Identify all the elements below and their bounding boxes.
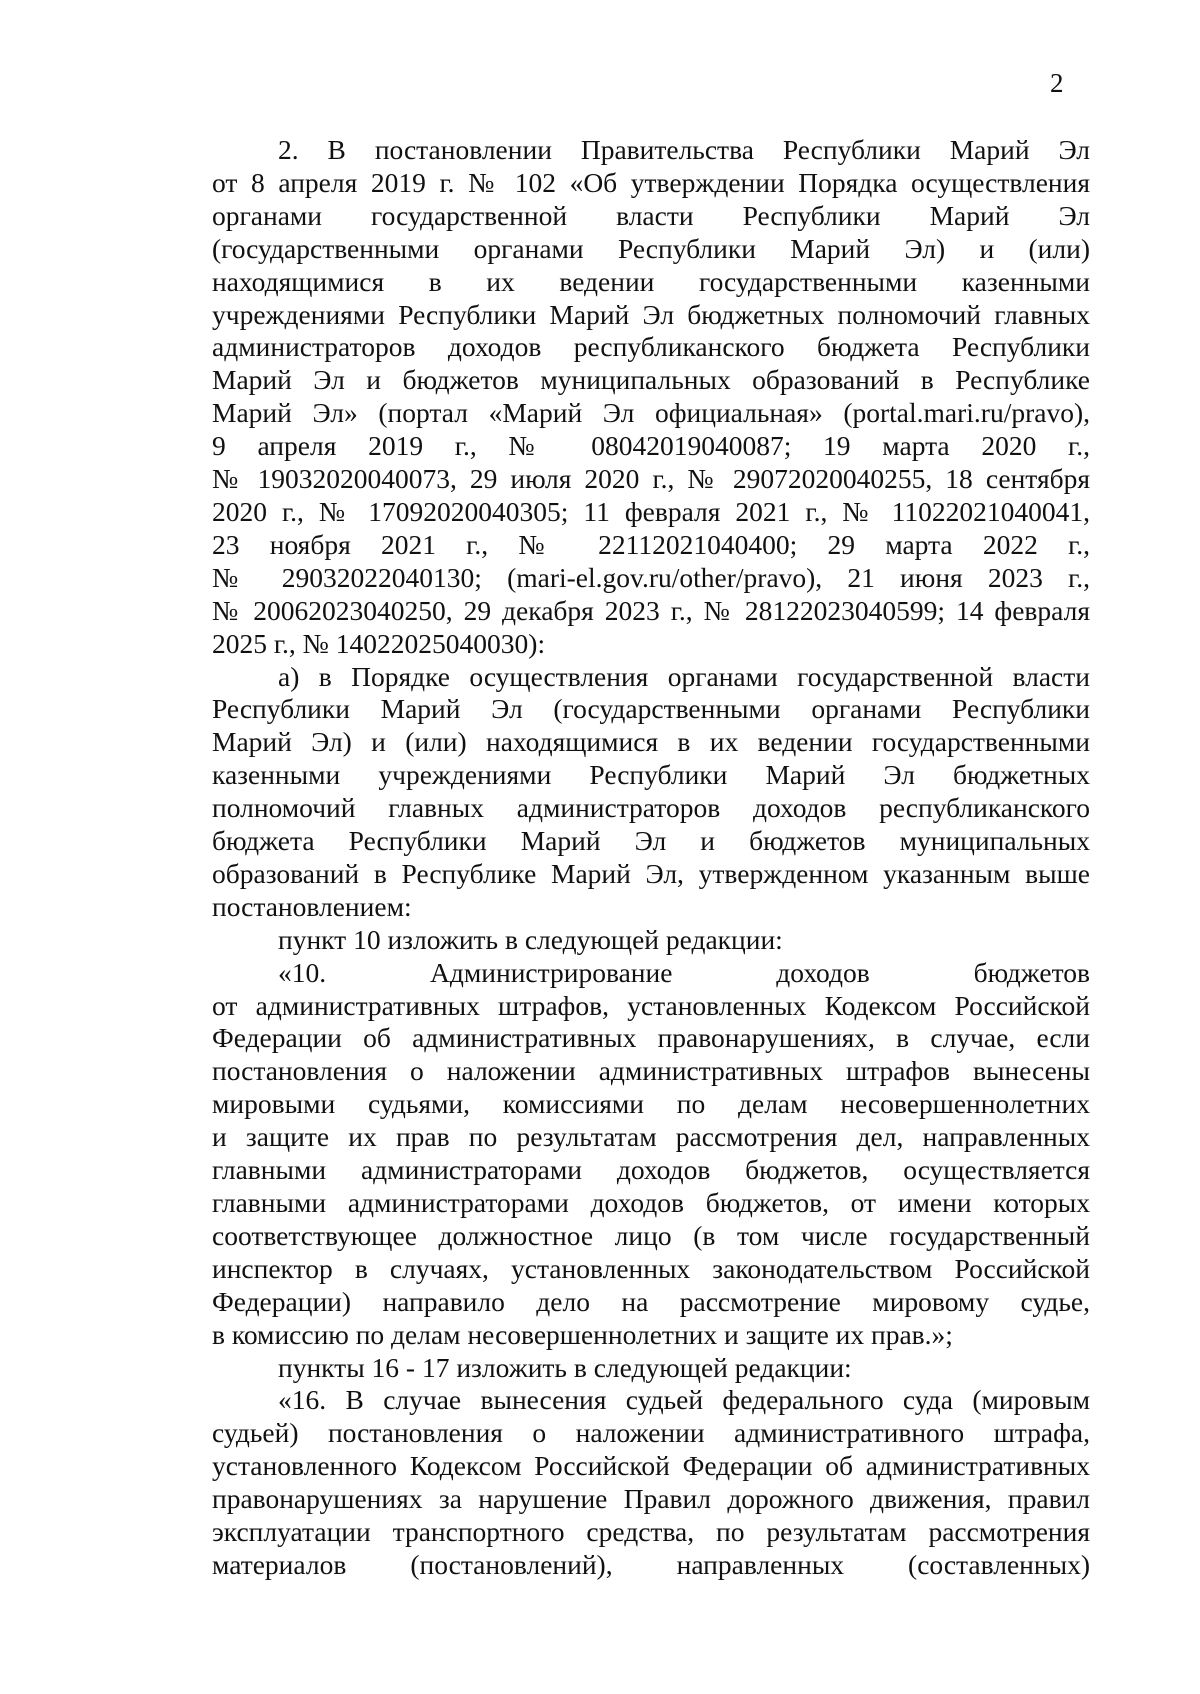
text-line: учреждениями Республики Марий Эл бюджетных полномочий главных [212, 298, 1090, 330]
text-line: соответствующее должностное лицо (в том числе государственный [212, 1219, 1090, 1251]
paragraph [212, 661, 1090, 924]
text-line: «16. В случае вынесения судьей федерального суда (мировым [278, 1384, 1090, 1416]
text-line: 23 ноября 2021 г., № 22112021040400; 29 марта 2022 г., [212, 528, 1090, 560]
text-line: Республики Марий Эл (государственными органами Республики [212, 693, 1090, 725]
paragraph [212, 957, 1090, 1352]
text-line: Марий Эл) и (или) находящимися в их ведении государственными [212, 726, 1090, 758]
text-line: инспектор в случаях, установленных законодательством Российской [212, 1252, 1090, 1284]
text-line: № 19032020040073, 29 июля 2020 г., № 29072020040255, 18 сентября [212, 463, 1090, 495]
text-line: образований в Республике Марий Эл, утвержденном указанным выше [212, 857, 1090, 889]
text-line: Федерации) направило дело на рассмотрение мировому судье, [212, 1285, 1090, 1317]
text-line: № 29032022040130; (mari-el.gov.ru/other/pravo), 21 июня 2023 г., [212, 561, 1090, 593]
text-line: казенными учреждениями Республики Марий Эл бюджетных [212, 759, 1090, 791]
text-line: находящимися в их ведении государственными казенными [212, 265, 1090, 297]
text-line: полномочий главных администраторов доходов республиканского [212, 792, 1090, 824]
paragraph [212, 924, 1090, 957]
paragraph [212, 1352, 1090, 1385]
text-line: главными администраторами доходов бюджетов, от имени которых [212, 1187, 1090, 1218]
text-line: установленного Кодексом Российской Федерации об административных [212, 1450, 1090, 1482]
text-line: (государственными органами Республики Марий Эл) и (или) [212, 232, 1090, 264]
text-line: материалов (постановлений), направленных (составленных) [212, 1548, 1090, 1580]
text-line: органами государственной власти Республики Марий Эл [212, 199, 1090, 231]
text-line: 2025 г., № 14022025040030): [212, 627, 546, 659]
text-line: главными администраторами доходов бюджетов, осуществляется [212, 1154, 1090, 1186]
text-line: № 20062023040250, 29 декабря 2023 г., № 28122023040599; 14 февраля [212, 594, 1090, 626]
text-line: пункт 10 изложить в следующей редакции: [278, 923, 783, 955]
text-line: Федерации об административных правонарушениях, в случае, если [212, 1022, 1090, 1054]
document-body [212, 134, 1090, 1582]
text-line: 9 апреля 2019 г., № 08042019040087; 19 марта 2020 г., [212, 430, 1090, 462]
text-line: 2020 г., № 17092020040305; 11 февраля 2021 г., № 11022021040041, [212, 495, 1090, 527]
text-line: «10. Администрирование доходов бюджетов [278, 956, 1090, 988]
text-line: постановления о наложении административных штрафов вынесены [212, 1055, 1090, 1087]
text-line: и защите их прав по результатам рассмотрения дел, направленных [212, 1121, 1090, 1153]
text-line: от 8 апреля 2019 г. № 102 «Об утверждении Порядка осуществления [212, 166, 1090, 198]
text-line: а) в Порядке осуществления органами государственной власти [278, 660, 1090, 692]
text-line: мировыми судьями, комиссиями по делам несовершеннолетних [212, 1088, 1090, 1120]
text-line: пункты 16 - 17 изложить в следующей редакции: [278, 1351, 852, 1383]
text-line: правонарушениях за нарушение Правил дорожного движения, правил [212, 1483, 1090, 1515]
text-line: в комиссию по делам несовершеннолетних и защите их прав.»; [212, 1318, 953, 1350]
text-line: от административных штрафов, установленных Кодексом Российской [212, 989, 1090, 1021]
paragraph [212, 1384, 1090, 1581]
text-line: эксплуатации транспортного средства, по результатам рассмотрения [212, 1516, 1090, 1548]
paragraph [212, 134, 1090, 661]
text-line: администраторов доходов республиканского бюджета Республики [212, 331, 1090, 363]
text-line: Марий Эл» (портал «Марий Эл официальная» (portal.mari.ru/pravo), [212, 397, 1090, 429]
text-line: 2. В постановлении Правительства Республики Марий Эл [278, 134, 1090, 165]
text-line: бюджета Республики Марий Эл и бюджетов муниципальных [212, 825, 1090, 857]
text-line: постановлением: [212, 890, 412, 922]
text-line: судьей) постановления о наложении административного штрафа, [212, 1417, 1090, 1449]
page-number: 2 [1050, 68, 1064, 98]
text-line: Марий Эл и бюджетов муниципальных образований в Республике [212, 364, 1090, 396]
